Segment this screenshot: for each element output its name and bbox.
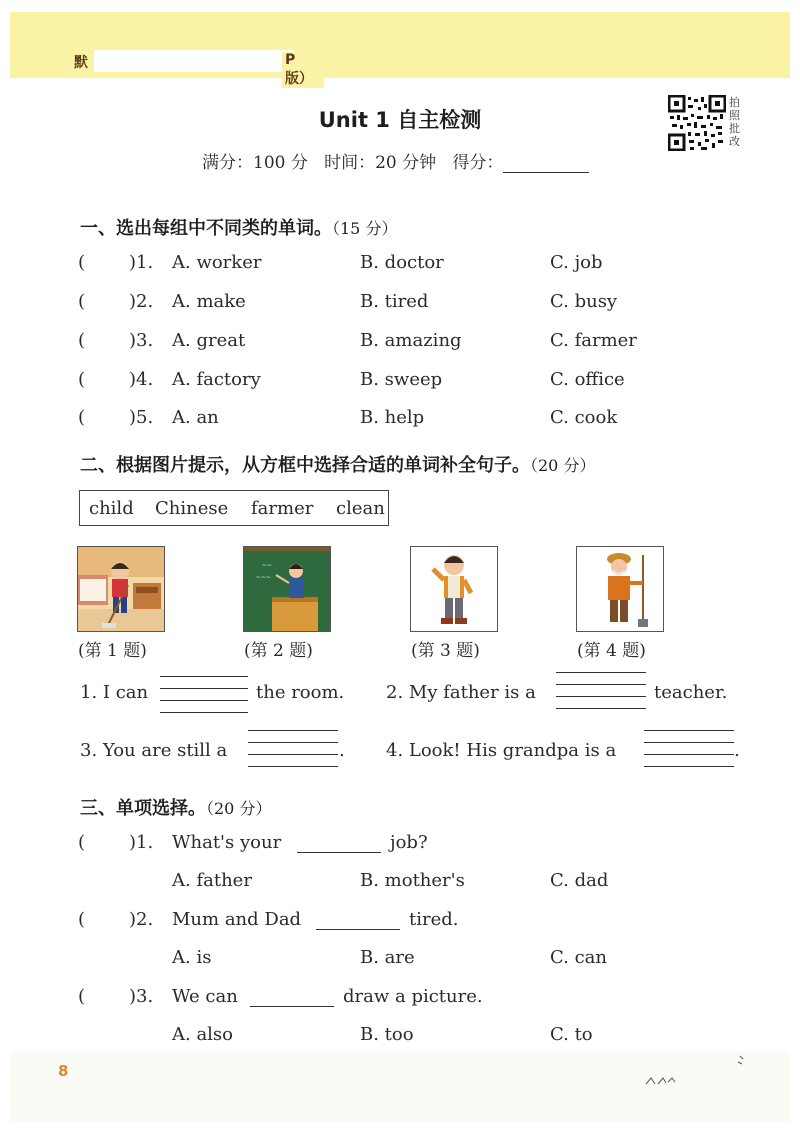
item-number: )3. [129, 330, 154, 351]
answer-paren[interactable]: ( [78, 252, 86, 273]
book-label-end: P 版） [282, 52, 324, 88]
section3-options [0, 870, 800, 896]
section1-item [0, 252, 800, 278]
option-a: A. also [172, 1024, 234, 1045]
question-stem-start: What's your [172, 832, 282, 853]
question-stem-start: Mum and Dad [172, 909, 302, 930]
answer-paren[interactable]: ( [78, 832, 86, 853]
option-c: C. farmer [550, 330, 637, 351]
question-stem-end: draw a picture. [343, 986, 483, 1007]
answer-paren[interactable]: ( [78, 291, 86, 312]
option-a: A. worker [172, 252, 262, 273]
picture-1 [77, 546, 165, 632]
section3-question [0, 986, 800, 1012]
word-child: child [89, 498, 134, 519]
svg-text:~~: ~~ [262, 562, 273, 569]
fill-q1-end: the room. [256, 682, 345, 703]
picture-3-label: (第 3 题) [411, 641, 480, 661]
option-b: B. tired [360, 291, 429, 312]
section1-item [0, 330, 800, 356]
option-b: B. mother's [360, 870, 465, 891]
option-b: B. sweep [360, 369, 443, 390]
farmer-illustration [577, 547, 663, 631]
fill-q4-end: . [734, 740, 740, 761]
option-a: A. an [172, 407, 219, 428]
section1-title [80, 214, 397, 240]
option-c: C. dad [550, 870, 609, 891]
question-blank[interactable] [316, 909, 400, 930]
question-blank[interactable] [297, 832, 381, 853]
fill-q1-start: 1. I can [80, 682, 149, 703]
book-label [74, 50, 324, 87]
item-number: )5. [129, 407, 154, 428]
section3-options [0, 947, 800, 973]
qr-code-icon[interactable] [668, 95, 726, 151]
item-number: )4. [129, 369, 154, 390]
score-blank[interactable] [503, 156, 589, 173]
option-b: B. help [360, 407, 425, 428]
question-stem-end: tired. [409, 909, 459, 930]
item-number: )2. [129, 909, 154, 930]
item-number: )3. [129, 986, 154, 1007]
section3-title-text: 三、单项选择。 [80, 798, 206, 819]
full-score: 满分：100 分 [202, 153, 308, 173]
qr-label: 拍照批改 [729, 96, 740, 148]
option-a: A. is [172, 947, 212, 968]
section2-points: （20 分） [530, 456, 596, 475]
option-c: C. office [550, 369, 625, 390]
word-box [79, 490, 389, 526]
picture-4 [576, 546, 664, 632]
answer-paren[interactable]: ( [78, 369, 86, 390]
boy-cleaning-room-illustration [78, 547, 164, 631]
option-c: C. cook [550, 407, 618, 428]
answer-paren[interactable]: ( [78, 330, 86, 351]
section3-points: （20 分） [206, 799, 272, 818]
time-limit: 时间：20 分钟 [324, 153, 437, 173]
picture-3 [410, 546, 498, 632]
option-b: B. doctor [360, 252, 444, 273]
section3-question [0, 832, 800, 858]
option-a: A. make [172, 291, 246, 312]
page-number: 8 [58, 1062, 69, 1080]
section1-title-text: 一、选出每组中不同类的单词。 [80, 218, 332, 239]
option-b: B. amazing [360, 330, 462, 351]
section3-question [0, 909, 800, 935]
redaction-mask [94, 50, 294, 72]
option-c: C. can [550, 947, 607, 968]
answer-paren[interactable]: ( [78, 407, 86, 428]
fill-q3-start: 3. You are still a [80, 740, 228, 761]
option-b: B. too [360, 1024, 414, 1045]
word-clean: clean [336, 498, 385, 519]
item-number: )2. [129, 291, 154, 312]
child-illustration [411, 547, 497, 631]
picture-2-label: (第 2 题) [244, 641, 313, 661]
teacher-at-blackboard-illustration [244, 547, 330, 631]
word-chinese: Chinese [155, 498, 229, 519]
book-label-start: 默 [74, 55, 88, 71]
answer-paren[interactable]: ( [78, 986, 86, 1007]
section2-title-text: 二、根据图片提示，从方框中选择合适的单词补全句子。 [80, 455, 530, 476]
fill-q4-start: 4. Look! His grandpa is a [386, 740, 617, 761]
option-c: C. to [550, 1024, 593, 1045]
section1-item [0, 291, 800, 317]
section1-points: （15 分） [332, 219, 398, 238]
option-a: A. father [172, 870, 252, 891]
score-info [202, 148, 589, 173]
option-c: C. busy [550, 291, 618, 312]
answer-paren[interactable]: ( [78, 909, 86, 930]
option-c: C. job [550, 252, 603, 273]
section1-item [0, 407, 800, 433]
section3-title [80, 794, 271, 820]
option-a: A. great [172, 330, 246, 351]
section1-item [0, 369, 800, 395]
word-farmer: farmer [251, 498, 314, 519]
score-label: 得分： [452, 153, 504, 173]
fill-q2-end: teacher. [654, 682, 728, 703]
page-title: Unit 1 自主检测 [318, 108, 482, 132]
picture-1-label: (第 1 题) [78, 641, 147, 661]
question-stem-start: We can [172, 986, 238, 1007]
fill-q2-start: 2. My father is a [386, 682, 536, 703]
section2-title [80, 451, 595, 477]
svg-text:~~~: ~~~ [256, 574, 272, 581]
section3-options [0, 1024, 800, 1050]
option-a: A. factory [172, 369, 261, 390]
picture-4-label: (第 4 题) [577, 641, 646, 661]
picture-2 [243, 546, 331, 632]
fill-q3-end: . [339, 740, 345, 761]
pencil-scribble-icon [640, 1050, 750, 1090]
option-b: B. are [360, 947, 415, 968]
question-stem-end: job? [390, 832, 428, 853]
item-number: )1. [129, 832, 154, 853]
item-number: )1. [129, 252, 154, 273]
question-blank[interactable] [250, 986, 334, 1007]
